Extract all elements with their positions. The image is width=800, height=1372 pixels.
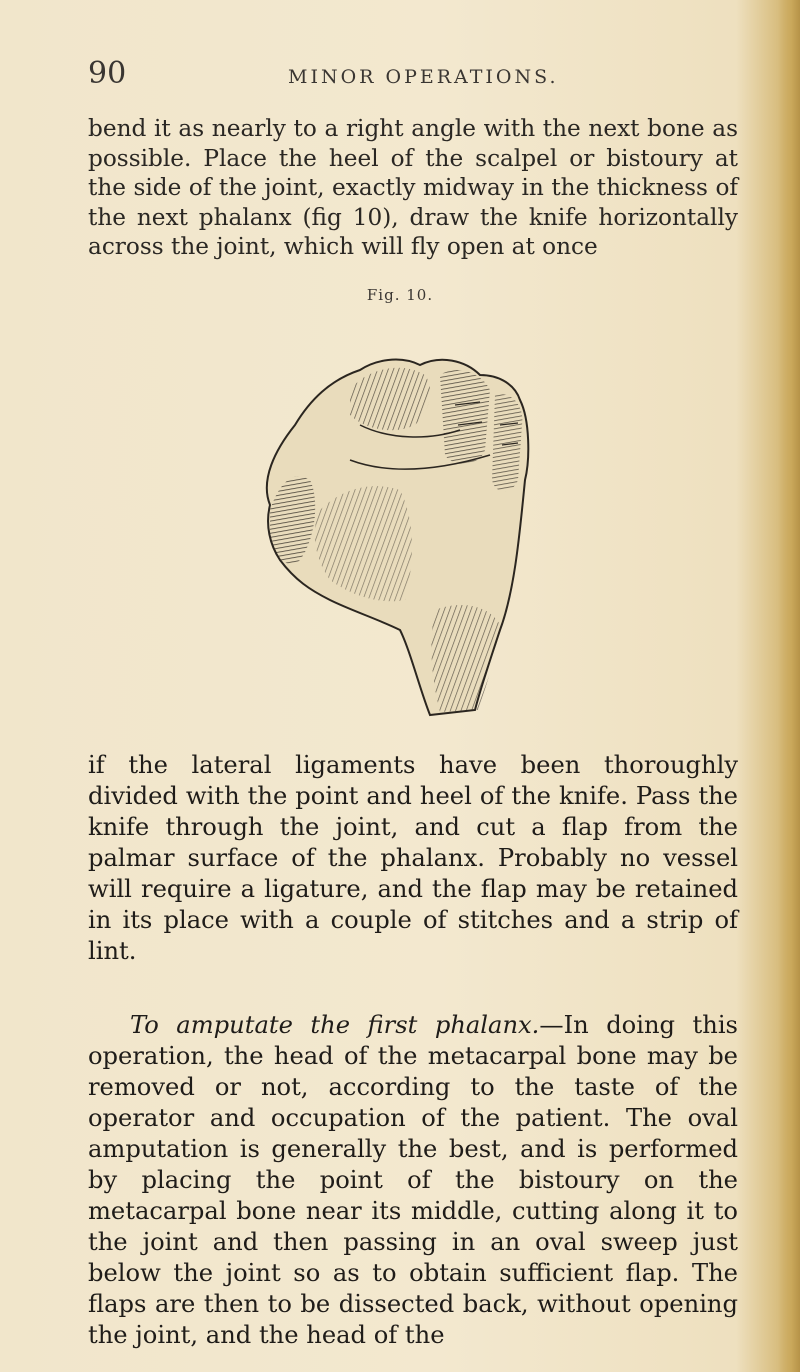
page-edge bbox=[778, 0, 800, 1372]
finger-middle bbox=[440, 370, 490, 464]
paragraph-1: bend it as nearly to a right angle with the next bone as possible. Place the heel of the scalpel or bistoury at the side of the joint, exactly midway in the thickness of the next phalanx (fig 10), draw the knife horizontally across the joint, which will fly open at once bbox=[88, 115, 738, 260]
figure-caption: Fig. 10. bbox=[366, 286, 434, 304]
paragraph-3 bbox=[88, 1010, 738, 1351]
page-header bbox=[88, 56, 748, 96]
running-title: MINOR OPERATIONS. bbox=[288, 66, 559, 88]
hand-illustration bbox=[200, 330, 620, 730]
section-heading: To amputate the first phalanx. bbox=[130, 1011, 540, 1039]
wrist-shading bbox=[431, 605, 500, 712]
paragraph-2: if the lateral ligaments have been thoroughly divided with the point and heel of the knife. Pass the knife through the joint, and cut a flap from the palmar surface of the phalanx. Probably no vessel will require a ligature, and the flap may be retained in its place with a couple of stitches and a strip of lint. bbox=[88, 751, 738, 965]
paragraph-3-body: —In doing this operation, the head of the metacarpal bone may be removed or not, according to the taste of the operator and occupation of the patient. The oval amputation is generally the best, and is performed by placing the point of the bistoury on the metacarpal bone near its middle, cutting along it to the joint and then passing in an oval sweep just below the joint so as to obtain sufficient flap. The flaps are then to be dissected back, without opening the joint, and the head of the bbox=[88, 1011, 738, 1349]
page-number: 90 bbox=[88, 56, 127, 91]
